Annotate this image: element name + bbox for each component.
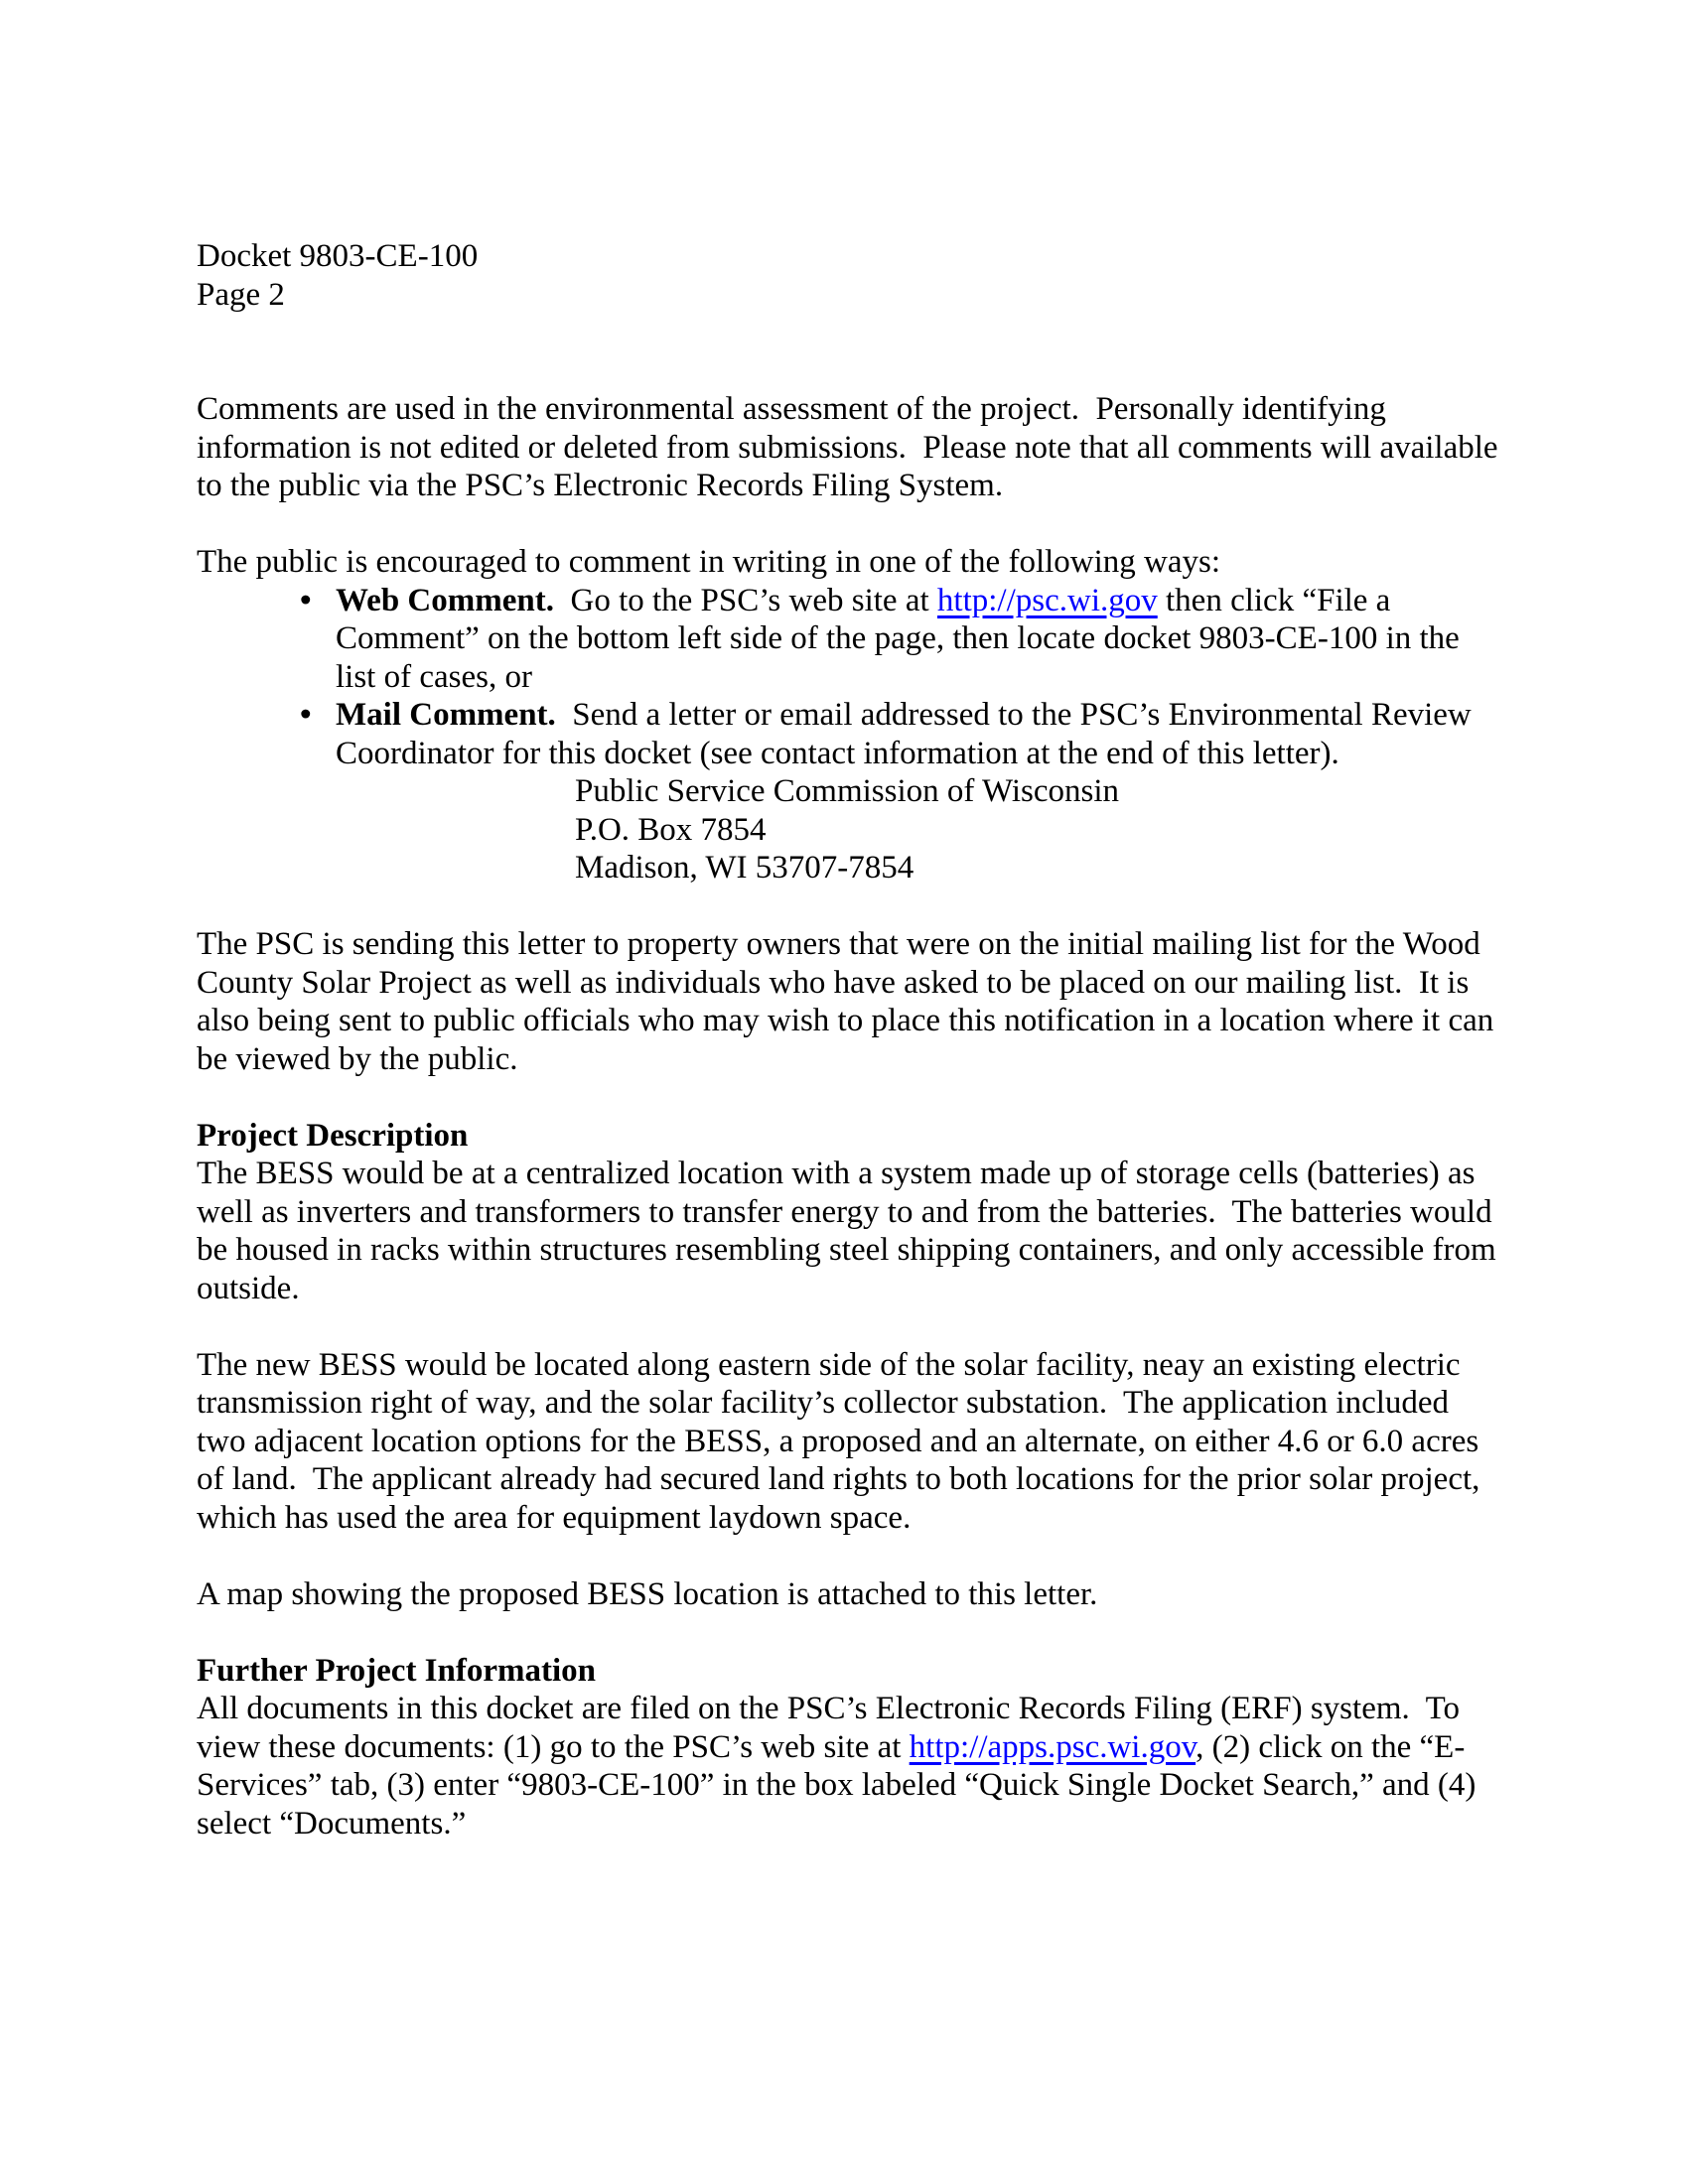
web-comment-post-link: then click “File a Comment” on the bottom left side of the page, then locate docket 9803-CE-100 in the list of cases, or xyxy=(336,582,1469,695)
paragraph-map-attachment: A map showing the proposed BESS location is attached to this letter. xyxy=(197,1575,1098,1612)
mail-comment-text xyxy=(336,696,1503,772)
web-comment-text xyxy=(336,582,1503,697)
web-comment-pre-link: Go to the PSC’s web site at xyxy=(553,582,937,618)
address-line-po-box: P.O. Box 7854 xyxy=(575,811,767,848)
erf-website-link[interactable]: http://apps.psc.wi.gov xyxy=(909,1728,1196,1765)
paragraph-mailing-list: The PSC is sending this letter to property owners that were on the initial mailing list for the Wood County Solar Project as well as individuals who have asked to be placed on our mailing list. It is also being sent to public officials who may wish to place this notification in a location where it can be viewed by the public. xyxy=(197,926,1502,1077)
bullet-icon: • xyxy=(300,582,312,618)
address-line-city: Madison, WI 53707-7854 xyxy=(575,850,914,886)
paragraph-comments-use: Comments are used in the environmental assessment of the project. Personally identifying information is not edited or deleted from submissions. Please note that all comments will available to the public via the PSC’s Electronic Records Filing System. xyxy=(197,391,1506,503)
mail-comment-label: Mail Comment. xyxy=(336,697,556,733)
docket-number: Docket 9803-CE-100 xyxy=(197,238,479,274)
mailing-address xyxy=(575,772,1503,887)
erf-post-link: , (2) click on the “E-Services” tab, (3) enter “9803-CE-100” in the box labeled “Quick Single Docket Search,” and (4) select “Documents.” xyxy=(197,1728,1484,1842)
page-number: Page 2 xyxy=(197,276,285,313)
address-line-org: Public Service Commission of Wisconsin xyxy=(575,773,1120,809)
page-header xyxy=(197,237,1503,314)
paragraph-erf-instructions xyxy=(197,1690,1503,1843)
web-comment-item xyxy=(197,582,1503,697)
paragraph-bess-location: The new BESS would be located along eastern side of the solar facility, neay an existing electric transmission right of way, and the solar facility’s collector substation. The application included two adjacent location options for the BESS, a proposed and an alternate, on either 4.6 or 6.0 acres of land. The applicant already had secured land rights to both locations for the prior solar project, which has used the area for equipment laydown space. xyxy=(197,1346,1488,1536)
mail-comment-item xyxy=(197,696,1503,772)
web-comment-label: Web Comment. xyxy=(336,582,554,618)
paragraph-comment-ways-intro: The public is encouraged to comment in writing in one of the following ways: xyxy=(197,544,1221,580)
erf-pre-link: All documents in this docket are filed on the PSC’s Electronic Records Filing (ERF) system. To view these documents: (1) go to the PSC’s web site at xyxy=(197,1691,1469,1765)
mail-comment-body: Send a letter or email addressed to the PSC’s Environmental Review Coordinator for this docket (see contact information at the end of this letter). xyxy=(336,697,1480,771)
paragraph-bess-description: The BESS would be at a centralized location with a system made up of storage cells (batteries) as well as inverters and transformers to transfer energy to and from the batteries. The batteries would be housed in racks within structures resembling steel shipping containers, and only accessible from outside. xyxy=(197,1156,1504,1306)
letter-content xyxy=(197,237,1506,1843)
section-heading-further-project-information: Further Project Information xyxy=(197,1652,597,1689)
section-heading-project-description: Project Description xyxy=(197,1117,469,1154)
bullet-icon: • xyxy=(300,697,312,733)
psc-website-link[interactable]: http://psc.wi.gov xyxy=(936,582,1158,618)
